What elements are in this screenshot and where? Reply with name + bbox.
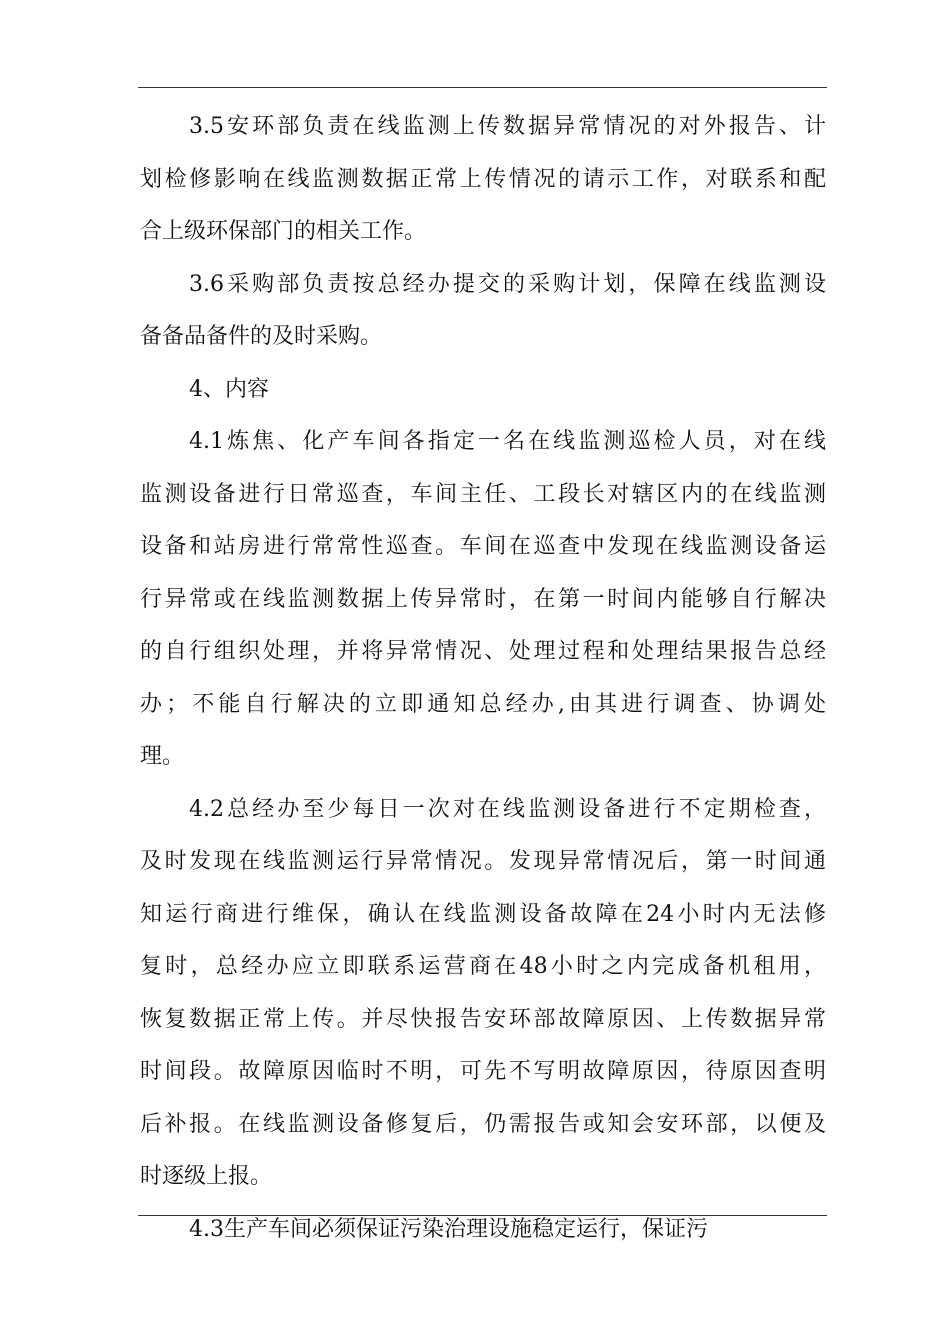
text-line: 3.6采购部负责按总经办提交的采购计划，保障在线监测设 bbox=[189, 271, 826, 297]
text-line: 划检修影响在线监测数据正常上传情况的请示工作，对联系和配 bbox=[140, 166, 826, 192]
footer-rule bbox=[138, 1215, 827, 1216]
text-line: 合上级环保部门的相关工作。 bbox=[140, 219, 427, 244]
text-line: 知运行商进行维保，确认在线监测设备故障在24小时内无法修 bbox=[140, 901, 826, 927]
text-line: 监测设备进行日常巡查，车间主任、工段长对辖区内的在线监测 bbox=[140, 481, 826, 507]
text-line: 的自行组织处理，并将异常情况、处理过程和处理结果报告总经 bbox=[140, 639, 826, 664]
text-line: 后补报。在线监测设备修复后，仍需报告或知会安环部，以便及 bbox=[140, 1111, 826, 1137]
text-line: 理。 bbox=[140, 744, 185, 769]
text-line: 设备和站房进行常常性巡查。车间在巡查中发现在线监测设备运 bbox=[140, 534, 826, 559]
text-line: 复时，总经办应立即联系运营商在48小时之内完成备机租用， bbox=[140, 954, 826, 979]
text-line: 3.5安环部负责在线监测上传数据异常情况的对外报告、计 bbox=[189, 114, 826, 139]
text-line: 时逐级上报。 bbox=[140, 1164, 273, 1189]
text-line: 4.1炼焦、化产车间各指定一名在线监测巡检人员，对在线 bbox=[189, 429, 826, 454]
text-line: 及时发现在线监测运行异常情况。发现异常情况后，第一时间通 bbox=[140, 849, 826, 874]
text-line: 办；不能自行解决的立即通知总经办,由其进行调查、协调处 bbox=[140, 691, 826, 717]
text-line: 4、内容 bbox=[189, 376, 269, 402]
text-line: 备备品备件的及时采购。 bbox=[140, 324, 383, 349]
text-line: 4.2总经办至少每日一次对在线监测设备进行不定期检查， bbox=[189, 796, 826, 822]
header-rule bbox=[138, 87, 827, 88]
text-line: 行异常或在线监测数据上传异常时，在第一时间内能够自行解决 bbox=[140, 586, 826, 612]
text-line: 恢复数据正常上传。并尽快报告安环部故障原因、上传数据异常 bbox=[140, 1006, 826, 1032]
text-line: 4.3生产车间必须保证污染治理设施稳定运行，保证污 bbox=[189, 1216, 708, 1242]
document-body bbox=[140, 101, 826, 1256]
text-line: 时间段。故障原因临时不明，可先不写明故障原因，待原因查明 bbox=[140, 1059, 826, 1084]
